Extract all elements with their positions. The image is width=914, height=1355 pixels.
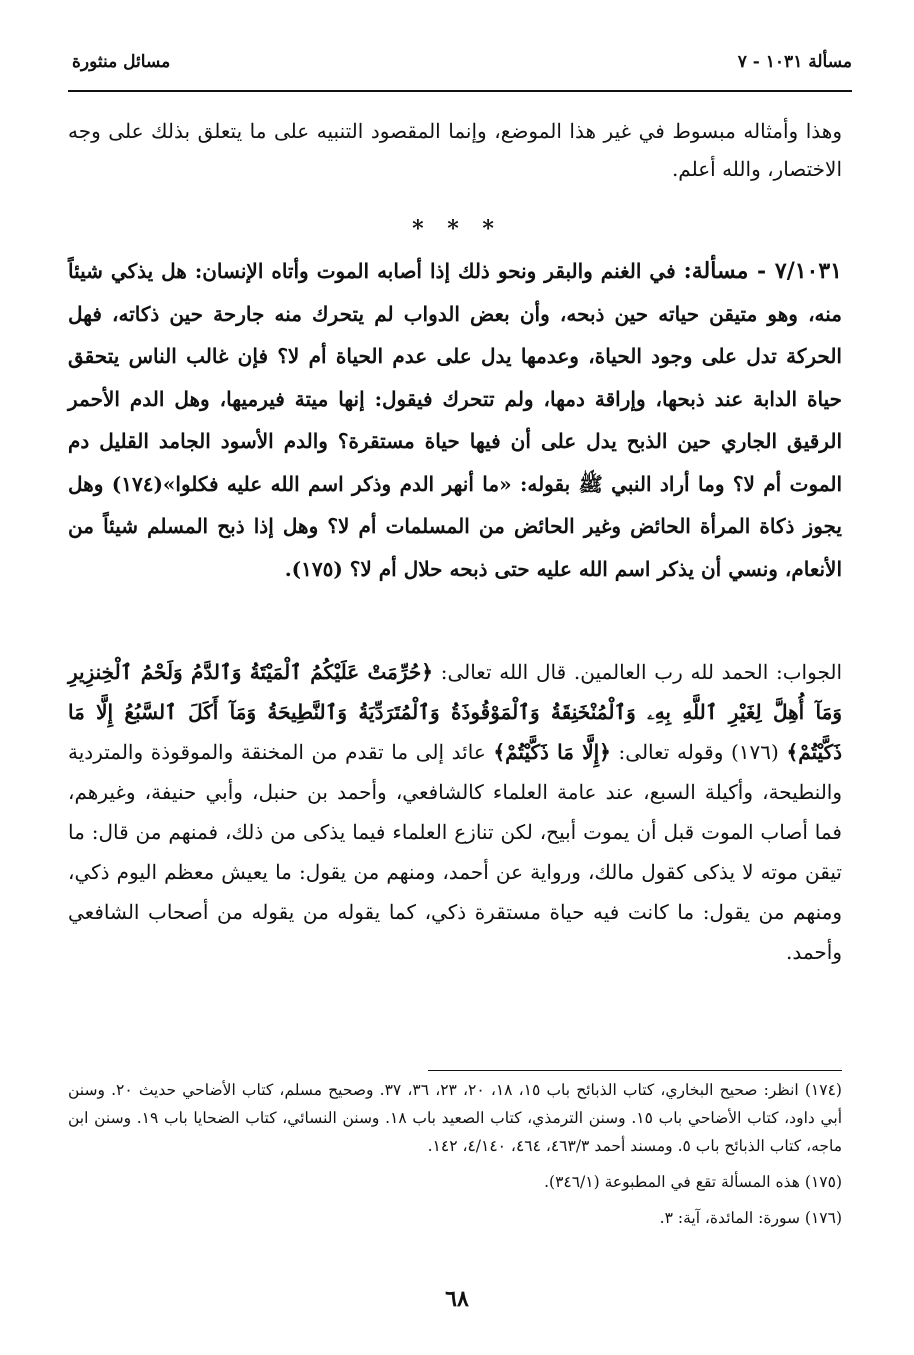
- answer-rest: عائد إلى ما تقدم من المخنقة والموقوذة والمتردية والنطيحة، وأكيلة السبع، عند عامة العلماء كالشافعي، وأحمد بن حنبل، وأبي حنيفة، وغيرهم، فما أصاب الموت قبل أن يموت أبيح، لكن تنازع العلماء فيما يذكى من ذلك، فمنهم من قال: ما تيقن موته لا يذكى كقول مالك، ورواية عن أحمد، ومنهم من يقول: ما يعيش معظم اليوم ذكي، ومنهم من يقول: ما كانت فيه حياة مستقرة ذكي، كما يقوله من يقوله من أصحاب الشافعي وأحمد.: [68, 740, 842, 964]
- running-header: [72, 42, 852, 82]
- answer-mid: (١٧٦) وقوله تعالى:: [618, 740, 779, 764]
- footnote-rule: [428, 1070, 842, 1071]
- quran-verse-1: ﴿حُرِّمَتْ عَلَيْكُمُ ٱلْمَيْتَةُ وَٱلدَّمُ وَلَحْمُ ٱلْخِنزِيرِ وَمَآ أُهِلَّ لِغَيْرِ ٱللَّهِ بِهِۦ وَٱلْمُنْخَنِقَةُ وَٱلْمَوْقُوذَةُ وَٱلْمُتَرَدِّيَةُ وَٱلنَّطِيحَةُ وَمَآ أَكَلَ ٱلسَّبُعُ إِلَّا مَا ذَكَّيْتُمْ﴾: [68, 660, 843, 764]
- header-rule: [68, 90, 852, 92]
- page-number: ٦٨: [445, 1286, 469, 1312]
- quran-verse-2: ﴿إِلَّا مَا ذَكَّيْتُمْ﴾: [493, 740, 611, 764]
- footnote-175: (١٧٥) هذه المسألة تقع في المطبوعة (٣٤٦/١).: [544, 1173, 842, 1191]
- footnote-174: (١٧٤) انظر: صحيح البخاري، كتاب الذبائح باب ١٥، ١٨، ٢٠، ٢٣، ٣٦، ٣٧. وصحيح مسلم، كتاب الأضاحي حديث ٢٠. وسنن أبي داود، كتاب الأضاحي باب ١٥. وسنن الترمذي، كتاب الصعيد باب ١٨. وسنن النسائي، كتاب الضحايا باب ١٩. وسنن ابن ماجه، كتاب الذبائح باب ٥. ومسند أحمد ٤٦٣/٣، ٤٦٤، ٤/١٤٠، ١٤٢.: [68, 1081, 843, 1155]
- footnote-176: (١٧٦) سورة: المائدة، آية: ٣.: [659, 1209, 842, 1227]
- question-number: ٧/١٠٣١ - مسألة:: [683, 258, 842, 284]
- section-separator: * * *: [412, 216, 502, 242]
- question-text: في الغنم والبقر ونحو ذلك إذا أصابه الموت وأتاه الإنسان: هل يذكي شيئاً منه، وهو متيقن حياته حين ذبحه، وأن بعض الدواب لم يتحرك منه جارحة حين ذكاته، فهل الحركة تدل على وجود الحياة، وعدمها يدل على عدم الحياة أم لا؟ فإن غالب الناس يتحقق حياة الدابة عند ذبحها، وإراقة دمها، ولم تتحرك فيقول: إنها ميتة فيرميها، وهل الدم الأحمر الرقيق الجاري حين الذبح يدل على أن فيها حياة مستقرة؟ والدم الأسود الجامد القليل دم الموت أم لا؟ وما أراد النبي ﷺ بقوله: «ما أنهر الدم وذكر اسم الله عليه فكلوا»(١٧٤) وهل يجوز ذكاة المرأة الحائض وغير الحائض من المسلمات أم لا؟ وهل إذا ذبح المسلم شيئاً من الأنعام، ونسي أن يذكر اسم الله عليه حتى ذبحه حلال أم لا؟ (١٧٥).: [68, 259, 843, 581]
- footnotes: [68, 1076, 842, 1232]
- header-section-title: مسائل منثورة: [72, 52, 171, 72]
- answer-lead: الجواب: الحمد لله رب العالمين. قال الله تعالى:: [440, 660, 843, 684]
- question-paragraph: [68, 250, 842, 590]
- answer-paragraph: [68, 652, 842, 972]
- intro-paragraph: وهذا وأمثاله مبسوط في غير هذا الموضع، وإنما المقصود التنبيه على ما يتعلق بذلك على وجه الاختصار، والله أعلم.: [68, 119, 842, 181]
- header-issue-number: مسألة ١٠٣١ - ٧: [737, 52, 852, 72]
